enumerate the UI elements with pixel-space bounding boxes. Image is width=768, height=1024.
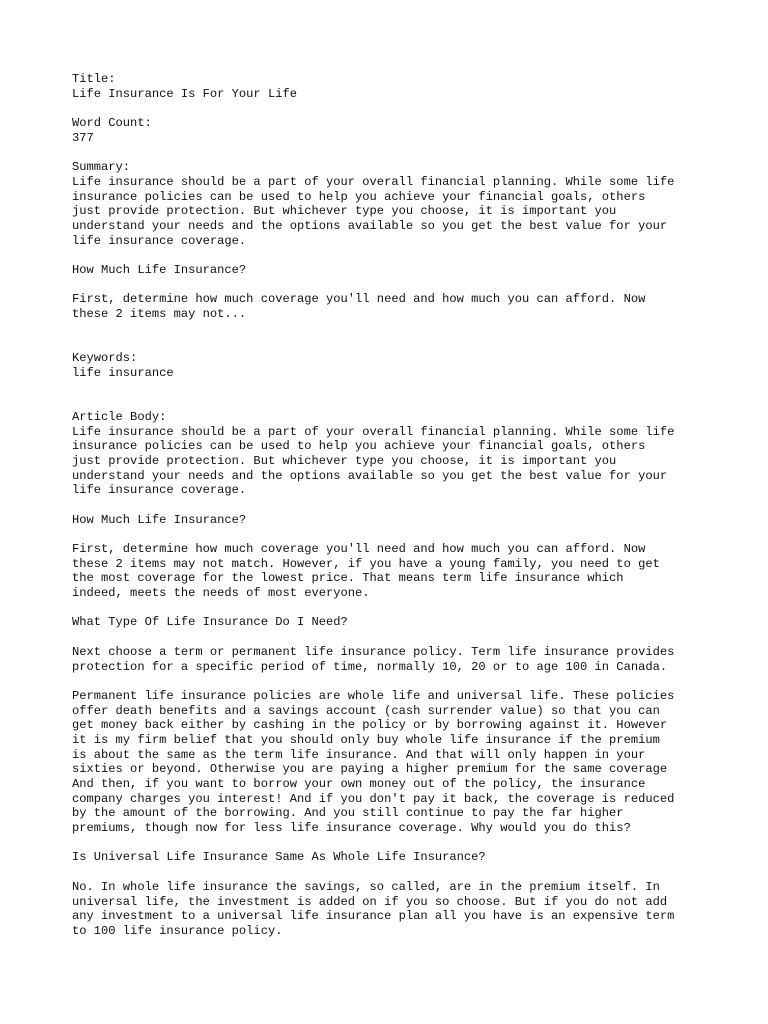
body-line: by the amount of the borrowing. And you still continue to pay the far higher bbox=[72, 806, 624, 821]
body-line: Life insurance should be a part of your overall financial planning. While some life bbox=[72, 424, 675, 439]
body-line: company charges you interest! And if you don't pay it back, the coverage is reduced bbox=[72, 791, 675, 806]
body-line: Permanent life insurance policies are whole life and universal life. These policies bbox=[72, 688, 675, 703]
body-line: it is my firm belief that you should only buy whole life insurance if the premium bbox=[72, 732, 660, 747]
body-line: these 2 items may not match. However, if you have a young family, you need to get bbox=[72, 556, 660, 571]
article-title: Life Insurance Is For Your Life bbox=[72, 86, 297, 101]
summary-line: understand your needs and the options available so you get the best value for your bbox=[72, 218, 668, 233]
body-line: universal life, the investment is added on if you so choose. But if you do not add bbox=[72, 894, 668, 909]
body-paragraph-1 bbox=[72, 425, 712, 498]
body-line: protection for a specific period of time, normally 10, 20 or to age 100 in Canada. bbox=[72, 659, 668, 674]
body-line: First, determine how much coverage you'll need and how much you can afford. Now bbox=[72, 542, 646, 557]
keywords-label: Keywords: bbox=[72, 351, 138, 366]
body-line: life insurance coverage. bbox=[72, 483, 247, 498]
summary-line: insurance policies can be used to help you achieve your financial goals, others bbox=[72, 189, 646, 204]
body-line: And then, if you want to borrow your own money out of the policy, the insurance bbox=[72, 777, 646, 792]
body-paragraph-2 bbox=[72, 542, 712, 601]
document-page bbox=[72, 72, 712, 939]
summary-line: just provide protection. But whichever type you choose, it is important you bbox=[72, 204, 617, 219]
body-line: Next choose a term or permanent life insurance policy. Term life insurance provides bbox=[72, 644, 675, 659]
body-line: indeed, meets the needs of most everyone. bbox=[72, 586, 370, 601]
word-count-value: 377 bbox=[72, 130, 94, 145]
summary-line: Life insurance should be a part of your overall financial planning. While some life bbox=[72, 174, 675, 189]
body-line: sixties or beyond. Otherwise you are paying a higher premium for the same coverage bbox=[72, 762, 668, 777]
body-paragraph-3 bbox=[72, 645, 712, 674]
summary-tail-line: these 2 items may not... bbox=[72, 307, 247, 321]
title-label: Title: bbox=[72, 72, 116, 86]
body-heading-2: What Type Of Life Insurance Do I Need? bbox=[72, 615, 348, 630]
body-line: understand your needs and the options available so you get the best value for your bbox=[72, 468, 668, 483]
summary-paragraph bbox=[72, 175, 712, 248]
body-line: No. In whole life insurance the savings, so called, are in the premium itself. In bbox=[72, 879, 660, 894]
body-line: insurance policies can be used to help you achieve your financial goals, others bbox=[72, 439, 646, 454]
body-line: is about the same as the term life insurance. And that will only happen in your bbox=[72, 747, 646, 762]
body-line: premiums, though now for less life insurance coverage. Why would you do this? bbox=[72, 821, 631, 836]
body-paragraph-5 bbox=[72, 880, 712, 939]
word-count-label: Word Count: bbox=[72, 116, 152, 131]
body-heading-3: Is Universal Life Insurance Same As Whole Life Insurance? bbox=[72, 850, 486, 865]
article-body-label: Article Body: bbox=[72, 409, 167, 424]
body-paragraph-4 bbox=[72, 689, 712, 836]
keywords-value: life insurance bbox=[72, 365, 174, 380]
body-line: just provide protection. But whichever type you choose, it is important you bbox=[72, 453, 617, 468]
body-line: offer death benefits and a savings account (cash surrender value) so that you can bbox=[72, 703, 660, 718]
body-line: get money back either by cashing in the policy or by borrowing against it. However bbox=[72, 718, 668, 733]
body-heading-1: How Much Life Insurance? bbox=[72, 512, 247, 527]
body-line: any investment to a universal life insurance plan all you have is an expensive term bbox=[72, 909, 675, 924]
summary-line: life insurance coverage. bbox=[72, 233, 247, 248]
body-line: to 100 life insurance policy. bbox=[72, 923, 283, 938]
summary-heading: How Much Life Insurance? bbox=[72, 262, 247, 277]
summary-tail-line: First, determine how much coverage you'll need and how much you can afford. Now bbox=[72, 292, 646, 307]
body-line: the most coverage for the lowest price. That means term life insurance which bbox=[72, 571, 624, 586]
summary-label: Summary: bbox=[72, 160, 131, 175]
summary-tail-paragraph bbox=[72, 292, 712, 321]
